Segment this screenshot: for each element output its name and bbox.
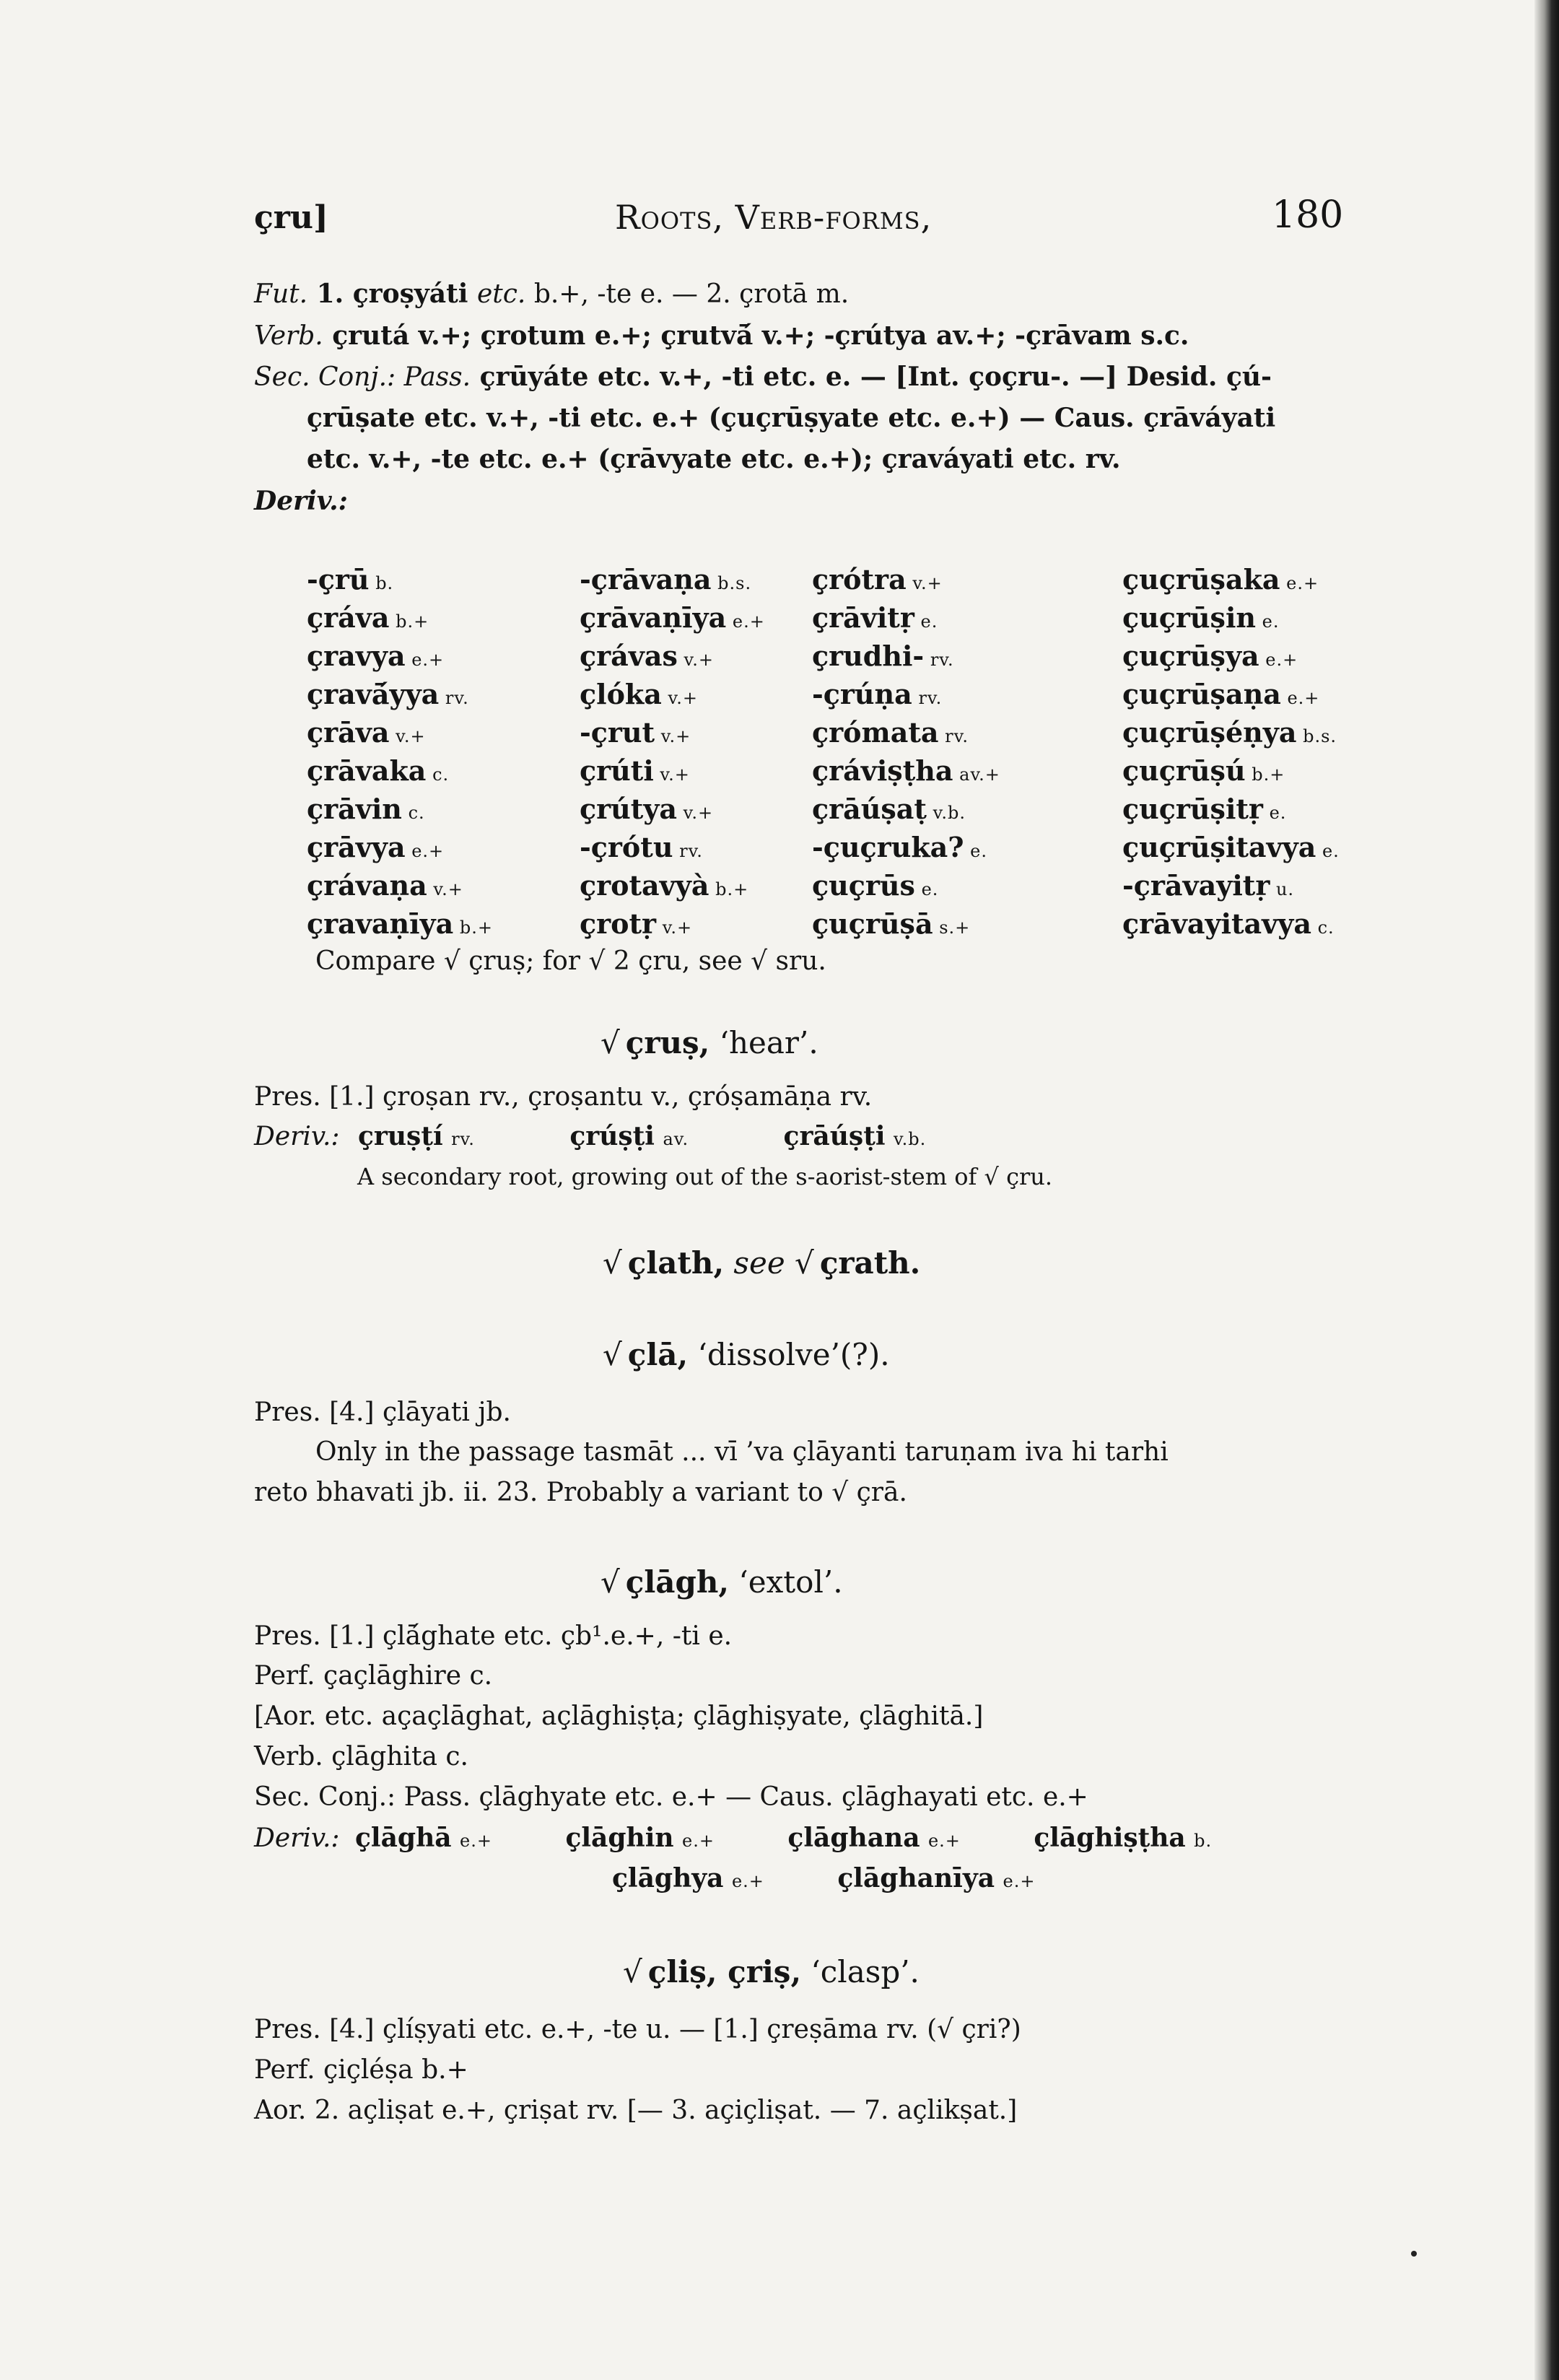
derivative-word: -çrut <box>580 716 655 749</box>
derivative-word: çravā́yya <box>307 678 440 710</box>
derivative-word: çráva <box>307 601 390 634</box>
derivative-entry <box>307 828 493 866</box>
clagh-deriv-row-1 <box>254 1822 1212 1857</box>
compare-note: Compare √ çruṣ; for √ 2 çru, see √ sru. <box>315 946 826 976</box>
derivative-word: çrāvaka <box>307 754 427 787</box>
derivative-entry <box>580 713 765 751</box>
derivative-source: b.+ <box>1245 764 1285 785</box>
cla-heading <box>603 1337 890 1372</box>
derivative-source: e. <box>914 879 939 899</box>
root-sign-icon: √ <box>623 1954 642 1989</box>
derivative-source: v.+ <box>655 726 691 746</box>
derivative-word: çrótra <box>812 563 907 596</box>
crus-heading <box>601 1025 818 1060</box>
clis-root: çliṣ, çriṣ, <box>647 1954 802 1989</box>
derivative-source: b.+ <box>453 917 493 938</box>
verb-label: Verb. <box>254 321 323 351</box>
derivative-word: çlóka <box>580 678 662 710</box>
root-sign-icon: √ <box>603 1245 622 1281</box>
derivative-word: çrúti <box>580 754 654 787</box>
derivative-entry <box>812 713 1000 751</box>
derivative-entry <box>812 598 1000 637</box>
derivative-word: -çuçruka? <box>812 831 964 863</box>
derivative-entry <box>307 713 493 751</box>
sec-conj-forms: çrūyáte etc. v.+, -ti etc. e. — [Int. çoçru-. —] Desid. çú- <box>471 362 1272 392</box>
derivative-entry <box>580 866 765 905</box>
derivative-source: v.b. <box>926 803 966 823</box>
verb-line <box>254 320 1189 352</box>
clis-aor: Aor. 2. açliṣat e.+, çriṣat rv. [— 3. açiçliṣat. — 7. açlikṣat.] <box>254 2096 1018 2125</box>
derivative-entry <box>580 828 765 866</box>
derivative-source: e. <box>1262 803 1287 823</box>
derivative-source: rv. <box>673 841 703 861</box>
derivative-word: çuçrūs <box>812 869 915 902</box>
clagh-deriv-6-src: e.+ <box>1003 1871 1036 1891</box>
derivative-source: rv. <box>912 688 943 708</box>
derivative-word: çrávas <box>580 640 678 672</box>
crus-deriv-label: Deriv.: <box>254 1122 340 1151</box>
clagh-deriv-5-src: e.+ <box>731 1871 764 1891</box>
fut-line <box>254 278 849 310</box>
root-sign-icon: √ <box>603 1337 622 1372</box>
derivative-entry <box>1122 560 1340 598</box>
derivative-entry <box>580 790 765 828</box>
fut-label: Fut. <box>254 279 308 309</box>
crus-deriv-3-src: v.b. <box>893 1129 927 1149</box>
sec-conj-line-3: etc. v.+, -te etc. e.+ (çrāvyate etc. e.+); çraváyati etc. rv. <box>307 444 1121 474</box>
derivative-word: -çrāvaṇa <box>580 563 712 596</box>
clath-heading <box>603 1245 920 1281</box>
derivative-source: c. <box>1311 917 1335 938</box>
clath-target: çrath. <box>819 1245 921 1281</box>
derivative-source: rv. <box>439 688 469 708</box>
crus-deriv <box>254 1120 926 1155</box>
derivative-entry <box>580 637 765 675</box>
clagh-deriv-2: çlāghin <box>565 1823 674 1853</box>
header-left-entry: çru] <box>254 199 328 236</box>
derivative-entry <box>1122 675 1340 713</box>
deriv-label: Deriv.: <box>254 486 348 516</box>
derivative-entry <box>1122 828 1340 866</box>
clagh-heading <box>601 1564 843 1600</box>
clagh-deriv-6: çlāghanīya <box>837 1863 995 1893</box>
derivative-source: e.+ <box>405 650 445 670</box>
crus-note: A secondary root, growing out of the s-aorist-stem of √ çru. <box>357 1163 1053 1190</box>
derivative-word: çrāva <box>307 716 390 749</box>
derivative-word: -çrótu <box>580 831 673 863</box>
derivative-word: çuçrūṣaṇa <box>1122 678 1281 710</box>
fut-form: 1. çroṣyáti <box>307 279 477 309</box>
derivative-entry <box>307 637 493 675</box>
root-sign-icon: √ <box>601 1564 620 1600</box>
derivative-source: u. <box>1270 879 1295 899</box>
derivative-word: -çrúṇa <box>812 678 912 710</box>
derivative-entry <box>812 560 1000 598</box>
derivative-source: e.+ <box>1259 650 1298 670</box>
sec-conj-label: Sec. Conj.: <box>254 362 396 392</box>
derivative-source: b.+ <box>389 611 429 632</box>
clagh-gloss: ‘extol’. <box>729 1564 843 1600</box>
clagh-pres: Pres. [1.] çlā́ghate etc. çb¹.e.+, -ti e. <box>254 1621 733 1651</box>
derivative-source: v.+ <box>427 879 463 899</box>
derivative-word: çrāvitṛ <box>812 601 914 634</box>
sec-conj-line-2: çrūṣate etc. v.+, -ti etc. e.+ (çuçrūṣyate etc. e.+) — Caus. çrāváyati <box>307 403 1276 433</box>
crus-pres: Pres. [1.] çroṣan rv., çroṣantu v., çróṣamāṇa rv. <box>254 1082 873 1112</box>
derivative-entry <box>812 637 1000 675</box>
clagh-deriv-1: çlāghā <box>354 1823 452 1853</box>
derivative-word: çuçrūṣin <box>1122 601 1257 634</box>
derivative-word: çrāvaṇīya <box>580 601 727 634</box>
crus-deriv-2: çrúṣṭi <box>569 1121 655 1151</box>
derivative-word: -çrū <box>307 563 370 596</box>
derivative-source: s.+ <box>933 917 971 938</box>
ink-speck <box>1411 2251 1417 2257</box>
clagh-deriv-2-src: e.+ <box>682 1831 715 1851</box>
crus-deriv-2-src: av. <box>663 1129 689 1149</box>
crus-deriv-1: çruṣṭí <box>357 1121 443 1151</box>
derivative-entry <box>1122 713 1340 751</box>
deriv-column-4 <box>1122 560 1340 943</box>
derivative-entry <box>580 560 765 598</box>
derivative-entry <box>812 790 1000 828</box>
derivative-entry <box>1122 751 1340 790</box>
derivative-source: e. <box>1316 841 1340 861</box>
derivative-entry <box>812 751 1000 790</box>
clagh-deriv-3: çlāghana <box>787 1823 920 1853</box>
derivative-entry <box>1122 598 1340 637</box>
clis-gloss: ‘clasp’. <box>801 1954 920 1989</box>
deriv-column-3 <box>812 560 1000 943</box>
derivative-entry <box>812 675 1000 713</box>
derivative-word: çrudhi- <box>812 640 925 672</box>
derivative-source: c. <box>426 764 450 785</box>
derivative-source: e. <box>964 841 988 861</box>
derivative-entry <box>307 560 493 598</box>
derivative-source: v.+ <box>656 917 693 938</box>
crus-root: çruṣ, <box>625 1025 710 1060</box>
clagh-deriv-3-src: e.+ <box>927 1831 961 1851</box>
clagh-root: çlāgh, <box>625 1564 730 1600</box>
derivative-word: çrāvya <box>307 831 406 863</box>
crus-gloss: ‘hear’. <box>709 1025 818 1060</box>
derivative-entry <box>307 675 493 713</box>
derivative-source: v.+ <box>906 573 943 593</box>
page-number: 180 <box>1272 193 1344 237</box>
sec-conj-line <box>254 361 1272 393</box>
derivative-entry <box>580 751 765 790</box>
derivative-word: çrávaṇa <box>307 869 427 902</box>
clagh-aor: [Aor. etc. açaçlāghat, açlāghiṣṭa; çlāghiṣyate, çlāghitā.] <box>254 1701 984 1731</box>
derivative-source: b.s. <box>1296 726 1337 746</box>
derivative-word: çuçrūṣaka <box>1122 563 1280 596</box>
derivative-source: b.s. <box>711 573 752 593</box>
derivative-source: e.+ <box>1280 573 1319 593</box>
derivative-source: b.+ <box>709 879 749 899</box>
derivative-source: rv. <box>924 650 954 670</box>
derivative-word: çuçrūṣéṇya <box>1122 716 1297 749</box>
derivative-word: çrāvayitavya <box>1122 907 1311 940</box>
derivative-source: e. <box>1256 611 1280 632</box>
header-title: Roots, Verb-forms, <box>615 198 933 237</box>
clagh-sec: Sec. Conj.: Pass. çlāghyate etc. e.+ — Caus. çlāghayati etc. e.+ <box>254 1782 1088 1812</box>
derivative-source: av.+ <box>953 764 1000 785</box>
cla-root: çlā, <box>627 1337 689 1372</box>
derivative-word: çuçrūṣitṛ <box>1122 793 1263 825</box>
clis-pres: Pres. [4.] çlíṣyati etc. e.+, -te u. — [1.] çreṣāma rv. (√ çri?) <box>254 2015 1021 2044</box>
derivative-entry <box>307 790 493 828</box>
derivative-word: çuçrūṣya <box>1122 640 1259 672</box>
derivative-entry <box>307 866 493 905</box>
cla-note-1: Only in the passage tasmāt ... vī ’va çlāyanti taruṇam iva hi tarhi <box>315 1437 1169 1467</box>
fut-etc: etc. <box>476 279 526 309</box>
clagh-deriv-4-src: b. <box>1194 1831 1213 1851</box>
derivative-source: e.+ <box>405 841 445 861</box>
derivative-source: v.+ <box>677 650 714 670</box>
derivative-entry <box>1122 790 1340 828</box>
clath-see: see <box>724 1245 795 1281</box>
derivative-word: çuçrūṣitavya <box>1122 831 1316 863</box>
root-sign-icon: √ <box>795 1245 814 1281</box>
clagh-deriv-5: çlāghya <box>612 1863 724 1893</box>
cla-note-2: reto bhavati jb. ii. 23. Probably a variant to √ çrā. <box>254 1478 907 1507</box>
clagh-verb: Verb. çlāghita c. <box>254 1742 468 1771</box>
derivative-word: -çrāvayitṛ <box>1122 869 1270 902</box>
clagh-deriv-row-2 <box>612 1862 1035 1897</box>
derivative-word: çuçrūṣā <box>812 907 933 940</box>
root-sign-icon: √ <box>601 1025 620 1060</box>
clis-heading <box>623 1954 920 1989</box>
clath-root: çlath, <box>627 1245 725 1281</box>
derivative-entry <box>812 828 1000 866</box>
clagh-perf: Perf. çaçlāghire c. <box>254 1661 493 1691</box>
derivative-entry <box>580 598 765 637</box>
derivative-source: v.+ <box>677 803 714 823</box>
crus-deriv-1-src: rv. <box>451 1129 475 1149</box>
derivative-entry <box>307 751 493 790</box>
derivative-word: çrotṛ <box>580 907 657 940</box>
derivative-word: çrútya <box>580 793 678 825</box>
derivative-entry <box>1122 905 1340 943</box>
derivative-source: e.+ <box>1280 688 1320 708</box>
cla-pres: Pres. [4.] çlāyati jb. <box>254 1398 511 1427</box>
page-binding-edge <box>1534 0 1559 2380</box>
derivative-entry <box>812 905 1000 943</box>
derivative-source: b. <box>369 573 394 593</box>
derivative-source: e. <box>914 611 938 632</box>
derivative-source: v.+ <box>661 688 698 708</box>
fut-tail: b.+, -te e. — 2. çrotā m. <box>525 279 850 309</box>
derivative-word: çuçrūṣú <box>1122 754 1246 787</box>
derivative-source: v.+ <box>653 764 690 785</box>
derivative-entry <box>307 905 493 943</box>
derivative-entry <box>580 675 765 713</box>
derivative-entry <box>1122 637 1340 675</box>
derivative-source: v.+ <box>389 726 426 746</box>
cla-gloss: ‘dissolve’(?). <box>688 1337 890 1372</box>
derivative-word: çrāvin <box>307 793 402 825</box>
clagh-deriv-1-src: e.+ <box>460 1831 492 1851</box>
derivative-source: e.+ <box>726 611 765 632</box>
pass-label: Pass. <box>396 362 471 392</box>
running-header <box>0 193 1559 251</box>
derivative-word: çrotavyà <box>580 869 709 902</box>
derivative-word: çravaṇīya <box>307 907 454 940</box>
verb-forms: çrutá v.+; çrotum e.+; çrutvā́ v.+; -çrútya av.+; -çrāvam s.c. <box>323 321 1189 351</box>
clagh-deriv-label: Deriv.: <box>254 1823 340 1853</box>
derivative-word: çrómata <box>812 716 939 749</box>
derivative-source: rv. <box>938 726 969 746</box>
derivative-word: çravya <box>307 640 406 672</box>
deriv-column-2 <box>580 560 765 943</box>
clagh-deriv-4: çlāghiṣṭha <box>1034 1823 1186 1853</box>
crus-deriv-3: çrāúṣṭi <box>783 1121 886 1151</box>
derivative-entry <box>580 905 765 943</box>
derivative-word: çráviṣṭha <box>812 754 953 787</box>
deriv-column-1 <box>307 560 493 943</box>
derivative-entry <box>812 866 1000 905</box>
clis-perf: Perf. çiçléṣa b.+ <box>254 2055 468 2085</box>
derivative-word: çrāúṣaṭ <box>812 793 927 825</box>
derivative-entry <box>1122 866 1340 905</box>
derivative-entry <box>307 598 493 637</box>
derivative-source: c. <box>401 803 425 823</box>
